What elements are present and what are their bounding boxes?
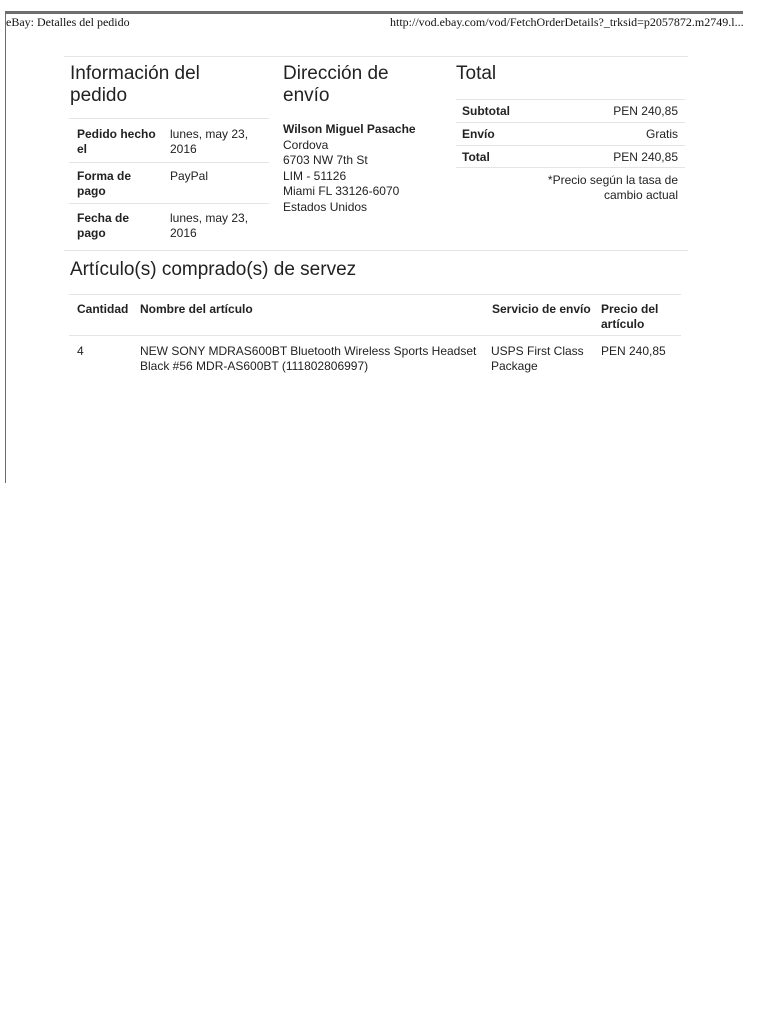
recipient-name-line2: Cordova (283, 137, 329, 152)
item-name[interactable] (140, 344, 485, 374)
subtotal-label: Subtotal (462, 104, 510, 118)
shipping-heading-line1: Dirección de (283, 63, 389, 84)
order-info-row-divider (69, 203, 269, 204)
exchange-note-line2: cambio actual (603, 188, 678, 202)
order-date-value-line2: 2016 (170, 142, 197, 156)
col-header-shipping-service: Servicio de envío (492, 302, 591, 316)
recipient-name: Wilson Miguel Pasache (283, 122, 416, 136)
total-divider (456, 167, 685, 168)
payment-method-label-line1: Forma de (77, 169, 132, 183)
shipping-address-block (283, 122, 416, 216)
payment-method-value-line1: PayPal (170, 169, 209, 183)
payment-method-value (170, 169, 208, 184)
item-shipping-service (491, 344, 584, 374)
shipping-cost-value: Gratis (645, 127, 678, 141)
print-left-rule (5, 11, 6, 483)
order-date-label (77, 127, 156, 157)
payment-date-label-line1: Fecha de (77, 211, 130, 225)
order-info-row-divider (69, 118, 269, 119)
items-heading: Artículo(s) comprado(s) de servez (70, 259, 357, 280)
item-quantity: 4 (77, 344, 84, 358)
exchange-note-line1: *Precio según la tasa de (547, 173, 678, 187)
order-info-heading-line1: Información del (70, 63, 200, 84)
items-table-top-rule (69, 294, 681, 295)
payment-date-value-line2: 2016 (170, 226, 197, 240)
grand-total-label: Total (462, 150, 490, 164)
item-shipping-line2: Package (491, 359, 538, 373)
payment-method-label-line2: pago (77, 184, 106, 198)
total-heading: Total (456, 63, 497, 84)
section-divider (64, 250, 688, 251)
exchange-rate-note (500, 173, 678, 203)
payment-date-label (77, 211, 129, 241)
total-divider (456, 145, 685, 146)
total-divider (456, 122, 685, 123)
order-date-label-line2: el (77, 142, 88, 156)
address-unit: LIM - 51126 (283, 168, 347, 183)
order-date-label-line1: Pedido hecho (77, 127, 156, 141)
total-divider (456, 99, 685, 100)
item-name-line1: NEW SONY MDRAS600BT Bluetooth Wireless Sports Headset (140, 344, 477, 358)
order-date-value-line1: lunes, may 23, (170, 127, 249, 141)
print-header-title: eBay: Detalles del pedido (6, 15, 130, 29)
address-city: Miami FL 33126-6070 (283, 184, 400, 199)
shipping-cost-label: Envío (462, 127, 495, 141)
item-shipping-line1: USPS First Class (491, 344, 584, 358)
item-name-line2: Black #56 MDR-AS600BT (111802806997) (140, 359, 369, 373)
col-header-item-price (601, 302, 658, 332)
order-info-row-divider (69, 162, 269, 163)
col-header-item-name: Nombre del artículo (140, 302, 253, 316)
shipping-address-heading (283, 63, 389, 107)
print-top-rule (5, 11, 743, 14)
print-header-url: http://vod.ebay.com/vod/FetchOrderDetails?_trksid=p2057872.m2749.l... (390, 15, 744, 29)
subtotal-value: PEN 240,85 (613, 104, 678, 118)
col-header-price-line2: artículo (601, 317, 645, 331)
grand-total-value: PEN 240,85 (613, 150, 678, 164)
payment-date-label-line2: pago (77, 226, 106, 240)
payment-date-value (170, 211, 248, 241)
order-info-heading (70, 63, 200, 107)
payment-date-value-line1: lunes, may 23, (170, 211, 249, 225)
section-divider (64, 56, 688, 57)
address-country: Estados Unidos (283, 199, 368, 214)
order-info-heading-line2: pedido (70, 85, 128, 106)
items-table-header-rule (69, 335, 681, 336)
item-price: PEN 240,85 (601, 344, 666, 358)
order-date-value (170, 127, 248, 157)
payment-method-label (77, 169, 131, 199)
col-header-quantity: Cantidad (77, 302, 129, 316)
address-street: 6703 NW 7th St (283, 153, 368, 168)
shipping-heading-line2: envío (283, 85, 330, 106)
col-header-price-line1: Precio del (601, 302, 659, 316)
